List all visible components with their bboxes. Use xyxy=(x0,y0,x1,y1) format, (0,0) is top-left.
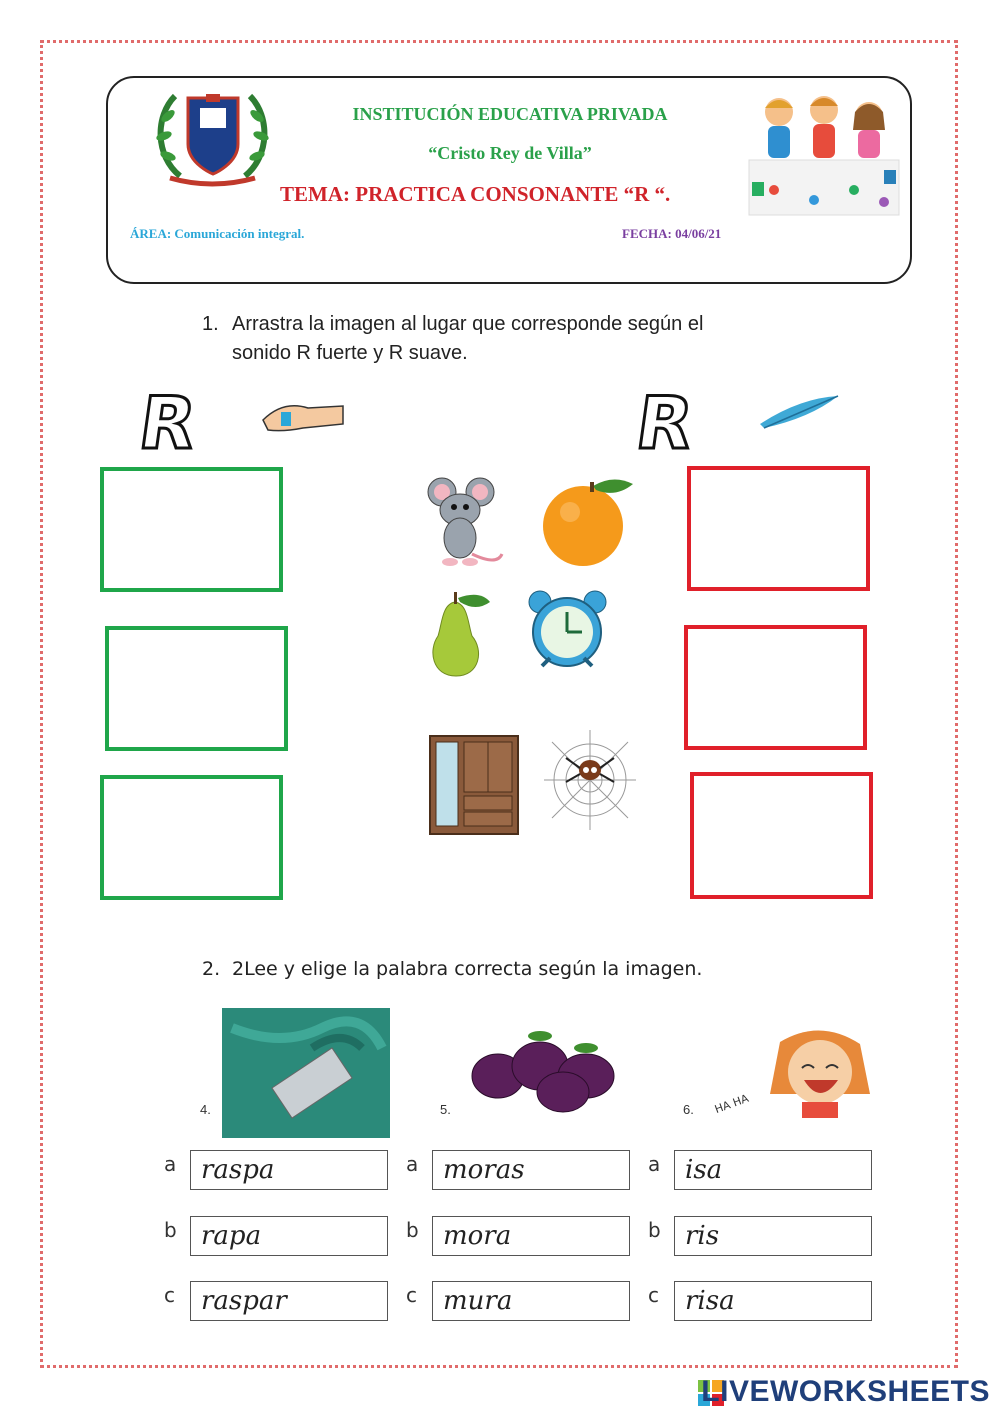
laugh-text: HA HA xyxy=(712,1091,751,1117)
pear-icon[interactable] xyxy=(420,590,495,680)
exercise1-instruction-line1: Arrastra la imagen al lugar que corresponde según el xyxy=(232,313,704,335)
drop-box-soft-3[interactable] xyxy=(690,772,873,899)
orange-icon[interactable] xyxy=(538,472,638,570)
spider-icon[interactable] xyxy=(542,728,638,832)
exercise1-number: 1. xyxy=(202,313,219,335)
scraper-icon xyxy=(222,1008,390,1138)
exercise2-instruction: 2Lee y elige la palabra correcta según la imagen. xyxy=(232,958,703,980)
option-risa[interactable]: risa xyxy=(674,1281,872,1321)
option-letter: b xyxy=(164,1218,177,1242)
svg-text:R: R xyxy=(631,382,699,466)
drop-box-soft-1[interactable] xyxy=(687,466,870,591)
blackberries-icon xyxy=(468,1020,628,1116)
option-isa[interactable]: isa xyxy=(674,1150,872,1190)
area-label: ÁREA: Comunicación integral. xyxy=(130,226,305,241)
option-mura[interactable]: mura xyxy=(432,1281,630,1321)
option-moras[interactable]: moras xyxy=(432,1150,630,1190)
option-letter: c xyxy=(406,1283,417,1307)
institution-title: INSTITUCIÓN EDUCATIVA PRIVADA xyxy=(352,104,668,124)
option-raspar[interactable]: raspar xyxy=(190,1281,388,1321)
mouse-icon[interactable] xyxy=(412,474,508,574)
option-rapa[interactable]: rapa xyxy=(190,1216,388,1256)
liveworksheets-brand: LIVEWORKSHEETS xyxy=(701,1375,990,1408)
kids-painting-icon xyxy=(744,90,906,218)
R-strong-arm-icon xyxy=(134,382,353,466)
alarm-clock-icon[interactable] xyxy=(520,588,615,673)
laughing-girl-icon xyxy=(710,1024,886,1118)
item-number-4: 4. xyxy=(200,1102,211,1117)
topic-title: TEMA: PRACTICA CONSONANTE “R “. xyxy=(280,182,671,206)
exercise1-instruction-line2: sonido R fuerte y R suave. xyxy=(232,342,468,364)
drop-box-strong-2[interactable] xyxy=(105,626,288,751)
option-letter: b xyxy=(406,1218,419,1242)
option-ris[interactable]: ris xyxy=(674,1216,872,1256)
school-crest-icon xyxy=(150,86,275,191)
drop-box-strong-1[interactable] xyxy=(100,467,283,592)
option-letter: a xyxy=(406,1152,419,1176)
option-letter: a xyxy=(648,1152,661,1176)
item-number-5: 5. xyxy=(440,1102,451,1117)
R-soft-feather-icon xyxy=(631,382,850,466)
drop-box-strong-3[interactable] xyxy=(100,775,283,900)
drop-box-soft-2[interactable] xyxy=(684,625,867,750)
school-name: “Cristo Rey de Villa” xyxy=(428,143,592,163)
option-letter: a xyxy=(164,1152,177,1176)
option-letter: b xyxy=(648,1218,661,1242)
svg-text:R: R xyxy=(134,382,202,466)
option-raspa[interactable]: raspa xyxy=(190,1150,388,1190)
date-label: FECHA: 04/06/21 xyxy=(622,226,722,241)
wardrobe-icon[interactable] xyxy=(428,734,520,838)
option-letter: c xyxy=(648,1283,659,1307)
exercise2-number: 2. xyxy=(202,958,221,980)
option-letter: c xyxy=(164,1283,175,1307)
option-mora[interactable]: mora xyxy=(432,1216,630,1256)
item-number-6: 6. xyxy=(683,1102,694,1117)
